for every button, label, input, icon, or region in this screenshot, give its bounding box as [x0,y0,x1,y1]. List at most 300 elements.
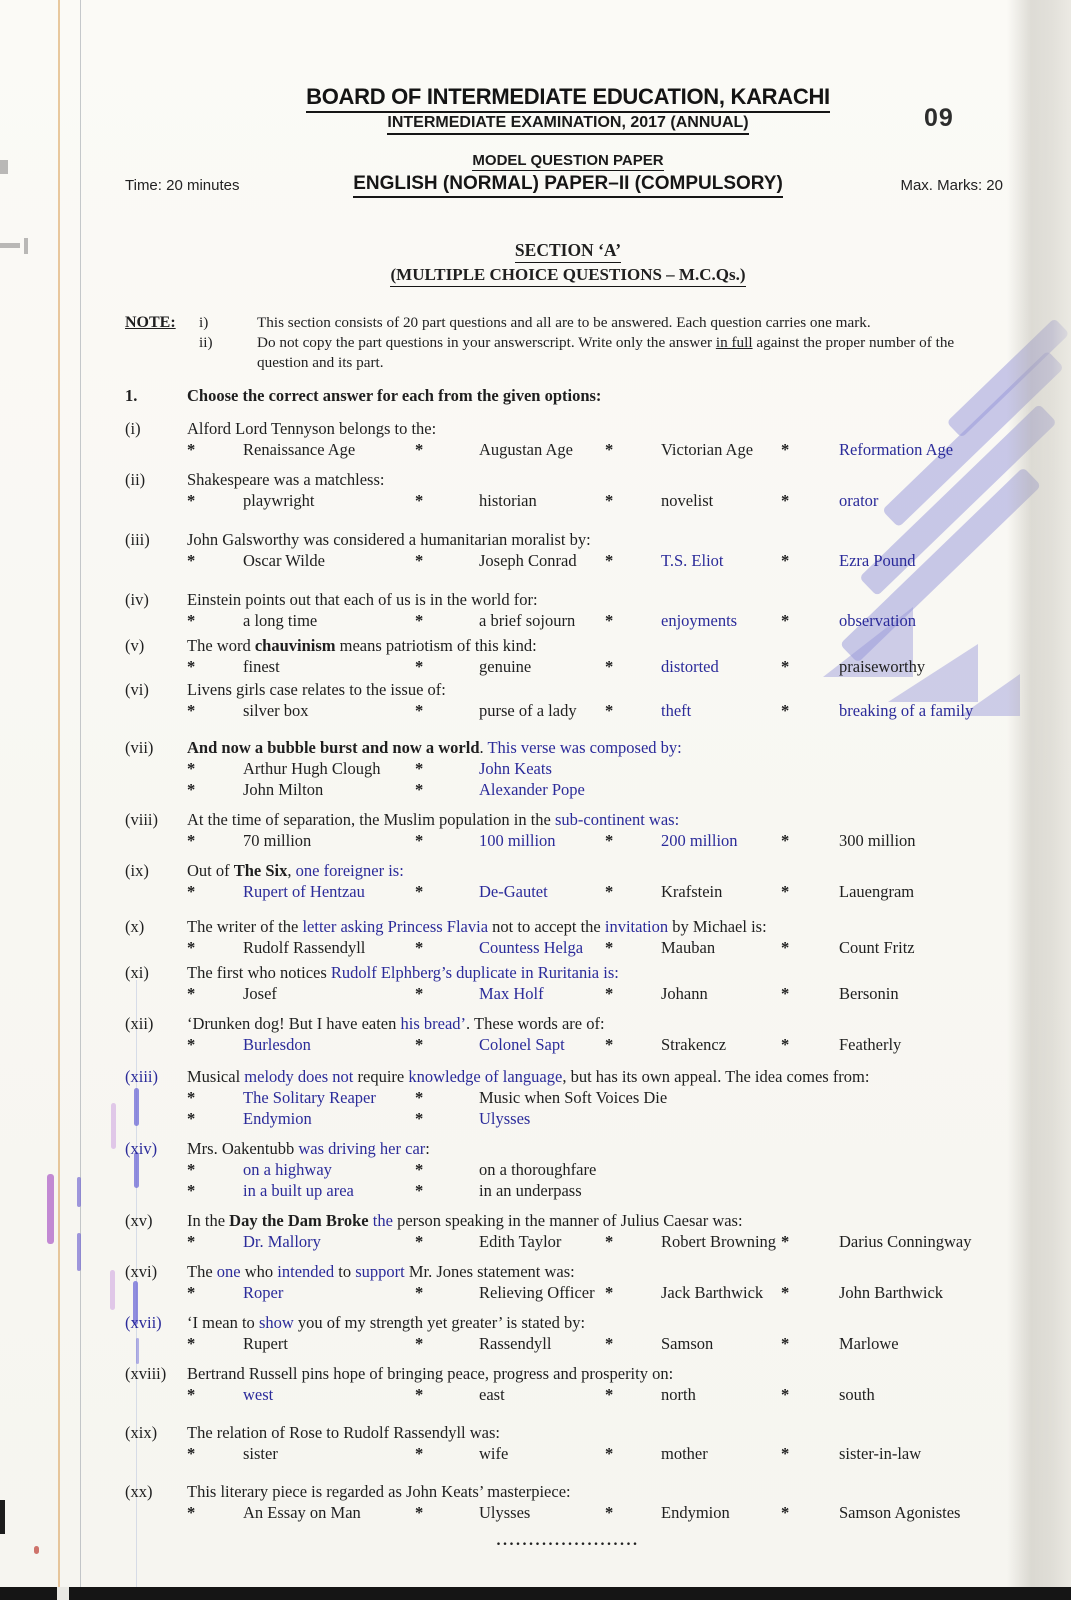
option-star: * [605,984,614,1003]
option-label: Lauengram [839,882,915,901]
note-item-number: i) [199,314,209,331]
option-row [187,1108,1035,1129]
option-star: * [781,831,790,850]
question-line [125,1422,1035,1443]
option-star: * [187,1283,196,1302]
note-item-text [257,313,1003,333]
option-star: * [187,1160,196,1179]
option-label: in an underpass [479,1181,582,1200]
text-run: you of my strength yet greater’ is stated by: [293,1313,586,1332]
question-text [187,916,1035,937]
option-row [187,937,1035,958]
option-star: * [781,1444,790,1463]
option-label: Music when Soft Voices Die [479,1088,668,1107]
option-star: * [605,611,614,630]
option-label: west [243,1385,274,1404]
option-star: * [605,491,614,510]
option-star: * [781,440,790,459]
question-text [187,469,1035,490]
option-row [187,983,1035,1004]
text-run: : [425,1139,430,1158]
question-number: (xix) [125,1423,158,1442]
option-label: An Essay on Man [243,1503,361,1522]
option-star: * [781,984,790,1003]
option-label: Strakencz [661,1035,727,1054]
option-label: novelist [661,491,714,510]
mcq-list [0,418,1071,1523]
option-label: Johann [661,984,708,1003]
option-label: Countess Helga [479,938,584,957]
max-marks: Max. Marks: 20 [900,177,1003,194]
option-row [187,830,1035,851]
option-label: orator [839,491,879,510]
question-text [187,635,1035,656]
question-line [125,589,1035,610]
question-block [125,1138,1035,1201]
option-label: Arthur Hugh Clough [243,759,381,778]
option-label: Rupert of Hentzau [243,882,365,901]
option-row [187,881,1035,902]
text-run: melody does not [244,1067,354,1086]
option-label: wife [479,1444,509,1463]
question-text [187,418,1035,439]
question-text [187,1210,1035,1231]
question-1-number: 1. [125,386,138,405]
option-star: * [605,1444,614,1463]
text-run: knowledge of language [408,1067,563,1086]
option-row [187,1333,1035,1354]
text-run: support [355,1262,405,1281]
text-run: ‘Drunken dog! But I have eaten [187,1014,401,1033]
question-block [125,418,1035,460]
option-row [187,656,1035,677]
option-label: genuine [479,657,532,676]
text-run: was driving her car [298,1139,426,1158]
question-block [125,1013,1035,1055]
option-label: mother [661,1444,708,1463]
option-label: The Solitary Reaper [243,1088,376,1107]
text-run: Einstein points out that each of us is in the world for: [187,590,538,609]
option-label: Marlowe [839,1334,899,1353]
question-text [187,1013,1035,1034]
option-label: Bersonin [839,984,899,1003]
question-1-intro [0,386,1071,406]
option-star: * [605,831,614,850]
question-block [125,589,1035,631]
question-text [187,1138,1035,1159]
option-row [187,550,1035,571]
option-label: playwright [243,491,315,510]
question-number: (xii) [125,1014,154,1033]
question-line [125,737,1035,758]
option-star: * [415,1385,424,1404]
question-block [125,1363,1035,1405]
option-label: John Milton [243,780,324,799]
note-spacer [125,333,199,373]
text-run: The first who notices [187,963,331,982]
question-block [125,529,1035,571]
text-run: by Michael is: [668,917,767,936]
text-run: not to accept the [488,917,605,936]
option-star: * [187,1232,196,1251]
option-label: breaking of a family [839,701,974,720]
option-star: * [781,1232,790,1251]
option-label: praiseworthy [839,657,926,676]
option-star: * [187,759,196,778]
option-label: enjoyments [661,611,738,630]
question-text [187,962,1035,983]
option-star: * [187,1444,196,1463]
question-block [125,809,1035,851]
option-star: * [415,611,424,630]
option-star: * [415,1109,424,1128]
option-label: 300 million [839,831,916,850]
option-row [187,779,1035,800]
option-label: De-Gautet [479,882,548,901]
question-block [125,679,1035,721]
question-line [125,635,1035,656]
text-run: , [287,861,296,880]
option-star: * [415,440,424,459]
option-label: theft [661,701,692,720]
text-run: The [187,1262,217,1281]
option-star: * [781,1035,790,1054]
option-star: * [415,1503,424,1522]
question-line [125,916,1035,937]
option-label: Krafstein [661,882,723,901]
text-run: show [258,1313,294,1332]
section-subtitle: (MULTIPLE CHOICE QUESTIONS – M.C.Qs.) [390,265,745,287]
option-star: * [187,1181,196,1200]
exam-title-line [0,114,1071,135]
question-number: (iii) [125,530,150,549]
text-run: require [353,1067,409,1086]
option-star: * [781,1283,790,1302]
option-label: Reformation Age [839,440,954,459]
option-star: * [605,1385,614,1404]
option-star: * [781,611,790,630]
option-label: Dr. Mallory [243,1232,321,1251]
option-star: * [781,701,790,720]
option-star: * [415,1181,424,1200]
note-label: NOTE: [125,314,176,331]
option-label: 70 million [243,831,312,850]
option-star: * [415,657,424,676]
option-row [187,1231,1035,1252]
question-text [187,1066,1035,1087]
text-run: Mrs. Oakentubb [187,1139,299,1158]
question-text [187,1363,1035,1384]
option-star: * [605,1503,614,1522]
option-row [187,1087,1035,1108]
question-line [125,1210,1035,1231]
option-label: Ulysses [479,1109,531,1128]
text-run: Bertrand Russell pins hope of bringing peace, progress and prosperity on: [187,1364,674,1383]
text-run: sub-continent was: [554,810,680,829]
option-star: * [415,551,424,570]
question-block [125,635,1035,677]
paper-title: ENGLISH (NORMAL) PAPER–II (COMPULSORY) [353,173,783,198]
option-star: * [187,1088,196,1107]
option-star: * [187,657,196,676]
question-line [125,860,1035,881]
question-text [187,860,1035,881]
option-star: * [605,882,614,901]
option-star: * [187,701,196,720]
option-label: Count Fritz [839,938,915,957]
text-run: ‘I mean to [187,1313,259,1332]
option-star: * [415,701,424,720]
question-block [125,1422,1035,1464]
option-star: * [781,938,790,957]
option-label: Burlesdon [243,1035,311,1054]
option-label: south [839,1385,875,1404]
option-label: Ezra Pound [839,551,916,570]
option-star: * [415,938,424,957]
option-star: * [415,1160,424,1179]
option-label: T.S. Eliot [661,551,724,570]
text-run: And now a bubble burst and now a world [187,738,480,757]
option-label: Endymion [661,1503,730,1522]
option-star: * [415,1035,424,1054]
option-label: silver box [243,701,309,720]
option-star: * [187,984,196,1003]
option-label: Edith Taylor [479,1232,562,1251]
text-run: one [216,1262,241,1281]
question-block [125,737,1035,800]
question-line [125,1481,1035,1502]
exam-title: INTERMEDIATE EXAMINATION, 2017 (ANNUAL) [387,114,748,135]
question-number: (ix) [125,861,149,880]
note-item-number: ii) [199,334,213,351]
question-block [125,469,1035,511]
option-label: Renaissance Age [243,440,356,459]
text-run: person speaking in the manner of Julius Caesar was: [397,1211,743,1230]
option-label: Victorian Age [661,440,754,459]
option-label: historian [479,491,537,510]
question-number: (i) [125,419,141,438]
text-run: invitation [604,917,669,936]
option-label: Mauban [661,938,716,957]
option-row [187,1384,1035,1405]
question-block [125,1066,1035,1129]
option-label: Samson Agonistes [839,1503,961,1522]
text-run: letter asking Princess Flavia [302,917,489,936]
question-line [125,1013,1035,1034]
option-star: * [187,1334,196,1353]
option-star: * [187,1109,196,1128]
option-star: * [781,657,790,676]
option-label: Max Holf [479,984,544,1003]
option-label: Endymion [243,1109,312,1128]
text-run: his bread’ [400,1014,467,1033]
option-label: 100 million [479,831,556,850]
text-run: , but has its own appeal. The idea comes from: [562,1067,870,1086]
text-run: Out of [187,861,234,880]
question-line [125,1312,1035,1333]
option-star: * [187,780,196,799]
question-text [187,809,1035,830]
question-number: (xviii) [125,1364,167,1383]
text-run: Do not copy the part questions in your answerscript. Write only the answer [257,334,716,351]
section-title: SECTION ‘A’ [515,240,621,263]
question-1-text: Choose the correct answer for each from the given options: [187,386,602,405]
section-title-line [0,240,1071,263]
option-star: * [781,1503,790,1522]
option-star: * [187,551,196,570]
question-line [125,469,1035,490]
option-label: Samson [661,1334,714,1353]
option-star: * [781,491,790,510]
option-star: * [187,611,196,630]
option-label: Colonel Sapt [479,1035,565,1054]
text-run: This section consists of 20 part questions and all are to be answered. Each question carries one mark. [257,314,871,331]
text-run: This verse was composed by: [487,738,682,757]
option-row [187,610,1035,631]
option-row [187,700,1035,721]
text-run: . These words are of: [466,1014,605,1033]
question-text [187,737,1035,758]
option-label: a long time [243,611,318,630]
text-run: At the time of separation, the Muslim population in the [187,810,555,829]
question-number: (xiv) [125,1139,158,1158]
option-label: Ulysses [479,1503,531,1522]
note-block [0,313,1071,373]
question-number: (x) [125,917,145,936]
question-block [125,962,1035,1004]
option-label: Roper [243,1283,284,1302]
option-label: finest [243,657,280,676]
option-star: * [605,1232,614,1251]
option-star: * [415,882,424,901]
option-row [187,1282,1035,1303]
text-run: John Galsworthy was considered a humanitarian moralist by: [187,530,591,549]
question-line [125,962,1035,983]
option-star: * [187,1503,196,1522]
text-run: Shakespeare was a matchless: [187,470,385,489]
question-number: (xi) [125,963,149,982]
question-line [125,679,1035,700]
section-subtitle-line [0,265,1071,287]
question-line [125,1066,1035,1087]
option-star: * [415,984,424,1003]
option-star: * [605,657,614,676]
option-star: * [187,1035,196,1054]
option-label: Darius Conningway [839,1232,972,1251]
option-star: * [605,551,614,570]
option-label: Josef [243,984,277,1003]
text-run: This literary piece is regarded as John Keats’ masterpiece: [187,1482,571,1501]
option-row [187,758,1035,779]
text-run: Livens girls case relates to the issue of: [187,680,446,699]
option-star: * [415,491,424,510]
option-row [187,1502,1035,1523]
option-star: * [781,882,790,901]
question-number: (ii) [125,470,146,489]
option-label: on a thoroughfare [479,1160,597,1179]
text-run: one foreigner is: [295,861,404,880]
option-row [187,1180,1035,1201]
question-number: (v) [125,636,145,655]
option-star: * [415,831,424,850]
option-star: * [415,1232,424,1251]
option-row [187,439,1035,460]
option-star: * [781,1385,790,1404]
text-run: in full [715,334,753,351]
option-row [187,1443,1035,1464]
option-star: * [605,1035,614,1054]
question-text [187,1261,1035,1282]
option-star: * [605,1334,614,1353]
option-label: 200 million [661,831,738,850]
text-run: means patriotism of this kind: [335,636,537,655]
text-run: The word [187,636,255,655]
text-run: the [368,1211,398,1230]
board-title-line [0,84,1071,113]
scan-bottom-edge [0,1587,1071,1600]
option-star: * [187,882,196,901]
option-label: sister [243,1444,278,1463]
option-label: Relieving Officer [479,1283,595,1302]
option-label: Joseph Conrad [479,551,577,570]
question-number: (xv) [125,1211,153,1230]
text-run: . [479,738,488,757]
text-run: In the [187,1211,230,1230]
text-run: Mr. Jones statement was: [404,1262,575,1281]
option-star: * [187,831,196,850]
question-number: (xx) [125,1482,153,1501]
question-number: (viii) [125,810,158,829]
question-number: (vi) [125,680,149,699]
option-star: * [187,491,196,510]
text-run: intended [277,1262,335,1281]
question-text [187,529,1035,550]
option-label: Rassendyll [479,1334,552,1353]
text-run: The Six [233,861,288,880]
option-label: John Barthwick [839,1283,944,1302]
option-star: * [415,759,424,778]
option-label: Rudolf Rassendyll [243,938,366,957]
question-line [125,1261,1035,1282]
question-line [125,809,1035,830]
option-label: Robert Browning [661,1232,777,1251]
end-of-paper-dots: ...................... [496,1532,640,1549]
option-label: sister-in-law [839,1444,922,1463]
question-line [125,418,1035,439]
paper-title-line [0,173,1071,198]
option-star: * [415,1088,424,1107]
option-star: * [415,1334,424,1353]
question-block [125,916,1035,958]
time-allowed: Time: 20 minutes [125,177,240,194]
option-label: north [661,1385,696,1404]
option-row [187,490,1035,511]
option-label: a brief sojourn [479,611,576,630]
option-star: * [187,440,196,459]
option-label: distorted [661,657,719,676]
option-label: Augustan Age [479,440,573,459]
question-number: (vii) [125,738,154,757]
question-block [125,1312,1035,1354]
option-star: * [415,1283,424,1302]
option-star: * [605,701,614,720]
option-label: Alexander Pope [479,780,585,799]
paper-type: MODEL QUESTION PAPER [472,152,664,169]
option-label: Rupert [243,1334,288,1353]
question-line [125,1363,1035,1384]
paper-type-line [0,152,1071,171]
text-run: Rudolf Elphberg’s duplicate in Ruritania is: [330,963,619,982]
